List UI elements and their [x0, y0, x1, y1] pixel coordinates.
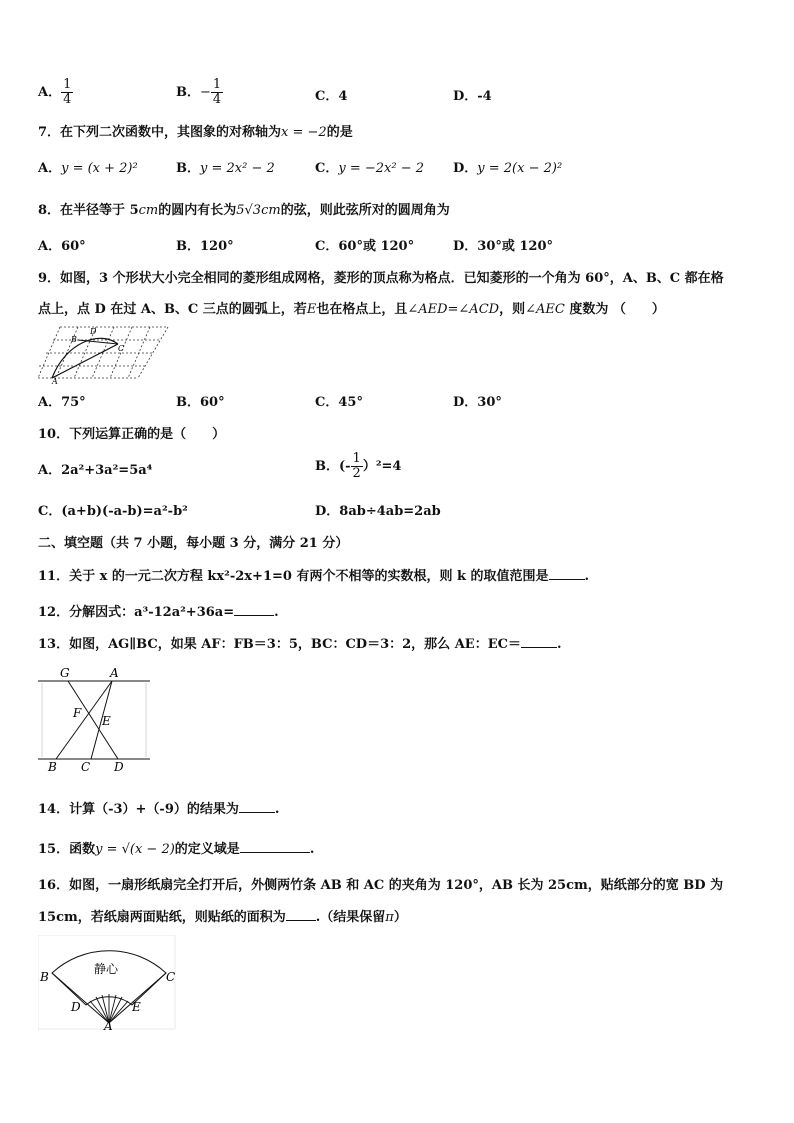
q7-option-c: C．y = −2x² − 2 — [315, 161, 424, 176]
q8-option-d: D．30°或 120° — [453, 239, 554, 254]
label-c: C — [166, 970, 176, 984]
q6-option-a: A． $\frac{1}{4}$ — [38, 77, 72, 107]
label-d: D — [114, 760, 124, 774]
label-d: D — [71, 1000, 81, 1014]
q10-option-a: A．2a²+3a²=5a⁴ — [38, 463, 153, 478]
q7-option-d: D．y = 2(x − 2)² — [453, 161, 563, 176]
q11-stem: 11．关于 x 的一元二次方程 kx²-2x+1=0 有两个不相等的实数根，则 k 的取值范围是 . — [38, 569, 590, 584]
q15-stem: 15．函数y = √(x − 2)的定义域是 . — [38, 842, 315, 857]
answer-blank[interactable] — [234, 603, 274, 616]
label-b: B — [40, 970, 49, 984]
q10-option-d: D．8ab÷4ab=2ab — [315, 504, 441, 519]
q8-option-c: C．60°或 120° — [315, 239, 415, 254]
parallel-lines-figure — [38, 665, 153, 775]
fan-title: 静心 — [94, 962, 119, 976]
label-a: A — [104, 1019, 113, 1030]
folding-fan-figure — [38, 935, 178, 1030]
q10-option-b: B．(- $\frac{1}{2}$ ）²=4 — [315, 451, 402, 481]
label-d: D — [90, 327, 97, 336]
label-c: C — [118, 344, 125, 353]
q9-option-b: B．60° — [176, 395, 225, 410]
q10-stem: 10．下列运算正确的是（ ） — [38, 427, 226, 442]
q9-stem-line1: 9．如图，3 个形状大小完全相同的菱形组成网格，菱形的顶点称为格点．已知菱形的一个角为 60°，A、B、C 都在格 — [38, 271, 724, 286]
rhombus-grid-figure — [38, 322, 173, 384]
answer-blank[interactable] — [286, 908, 316, 921]
answer-blank[interactable] — [521, 635, 557, 648]
q9-stem-line2: 点上，点 D 在过 A、B、C 三点的圆弧上，若E也在格点上，且∠AED=∠ACD，则∠AEC 度数为 （ ） — [38, 302, 665, 317]
fraction: $\frac{1}{4}$ — [63, 77, 72, 107]
answer-blank[interactable] — [240, 840, 310, 853]
label-a: A — [52, 377, 58, 384]
label-a: A — [110, 666, 119, 680]
q12-stem: 12．分解因式：a³-12a²+36a= . — [38, 605, 279, 620]
q14-stem: 14．计算（-3）+（-9）的结果为 . — [38, 802, 280, 817]
q6-option-c: C．4 — [315, 89, 348, 104]
q6-option-b: B．− $\frac{1}{4}$ — [176, 77, 222, 107]
q9-option-c: C．45° — [315, 395, 363, 410]
fraction: $\frac{1}{2}$ — [352, 451, 361, 481]
q8-option-b: B．120° — [176, 239, 234, 254]
section-heading: 二、填空题（共 7 小题，每小题 3 分，满分 21 分） — [38, 536, 349, 551]
q9-option-a: A．75° — [38, 395, 86, 410]
q6-option-d: D．-4 — [453, 89, 492, 104]
q8-option-a: A．60° — [38, 239, 86, 254]
answer-blank[interactable] — [239, 800, 275, 813]
label-b: B — [48, 760, 57, 774]
q8-stem: 8．在半径等于 5cm的圆内有长为5√3cm的弦，则此弦所对的圆周角为 — [38, 203, 450, 218]
fraction: $\frac{1}{4}$ — [212, 77, 222, 107]
q7-option-a: A．y = (x + 2)² — [38, 161, 138, 176]
q9-option-d: D．30° — [453, 395, 502, 410]
q7-option-b: B．y = 2x² − 2 — [176, 161, 275, 176]
q16-stem-line2: 15cm，若纸扇两面贴纸，则贴纸的面积为 .（结果保留π） — [38, 910, 407, 925]
q13-stem: 13．如图，AG∥BC，如果 AF：FB＝3：5，BC：CD＝3：2，那么 AE：EC＝ . — [38, 637, 562, 652]
label-c: C — [81, 760, 91, 774]
q10-option-c: C．(a+b)(-a-b)=a²-b² — [38, 504, 188, 519]
label-f: F — [73, 706, 82, 720]
q16-stem-line1: 16．如图，一扇形纸扇完全打开后，外侧两竹条 AB 和 AC 的夹角为 120°，AB 长为 25cm，贴纸部分的宽 BD 为 — [38, 878, 724, 893]
label-e: E — [132, 1000, 141, 1014]
label-b: B — [71, 335, 77, 344]
answer-blank[interactable] — [549, 567, 585, 580]
q7-stem: 7．在下列二次函数中，其图象的对称轴为x = −2的是 — [38, 125, 353, 140]
label-e: E — [102, 714, 111, 728]
label-g: G — [60, 666, 70, 680]
